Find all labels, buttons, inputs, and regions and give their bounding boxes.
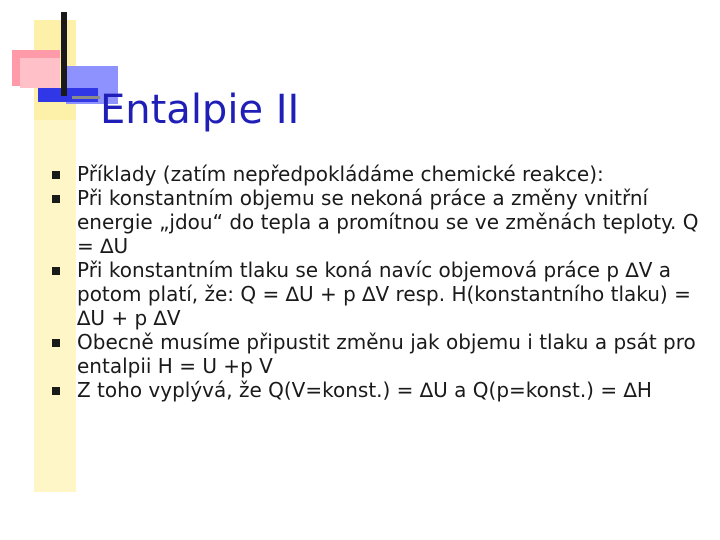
bullet-text: Z toho vyplývá, že Q(V=konst.) = ∆U a Q(p=konst.) = ∆H (77, 378, 652, 402)
slide-title: Entalpie II (100, 87, 300, 133)
bullet-text: Při konstantním objemu se nekoná práce a změny vnitřní energie „jdou“ do tepla a promítnou se ve změnách teploty. Q = ∆U (77, 186, 699, 258)
square-bullet-icon (52, 195, 60, 203)
decorative-blue-bar (38, 88, 98, 102)
bullet-item (50, 258, 715, 330)
decorative-vertical-bar (61, 12, 67, 96)
square-bullet-icon (52, 171, 60, 179)
bullet-text: Obecně musíme připustit změnu jak objemu i tlaku a psát pro entalpii H = U +p V (77, 330, 696, 378)
bullet-item (50, 186, 715, 258)
square-bullet-icon (52, 387, 60, 395)
square-bullet-icon (52, 339, 60, 347)
bullet-list (50, 162, 715, 402)
decorative-title-rule (72, 96, 100, 99)
bullet-item (50, 330, 715, 378)
square-bullet-icon (52, 267, 60, 275)
bullet-item (50, 162, 715, 186)
bullet-text: Při konstantním tlaku se koná navíc objemová práce p ∆V a potom platí, že: Q = ∆U + p ∆V resp. H(konstantního tlaku) = ∆U + p ∆V (77, 258, 691, 330)
bullet-text: Příklady (zatím nepředpokládáme chemické reakce): (77, 162, 604, 186)
bullet-item (50, 378, 715, 402)
decorative-pink-block-light (20, 58, 60, 88)
